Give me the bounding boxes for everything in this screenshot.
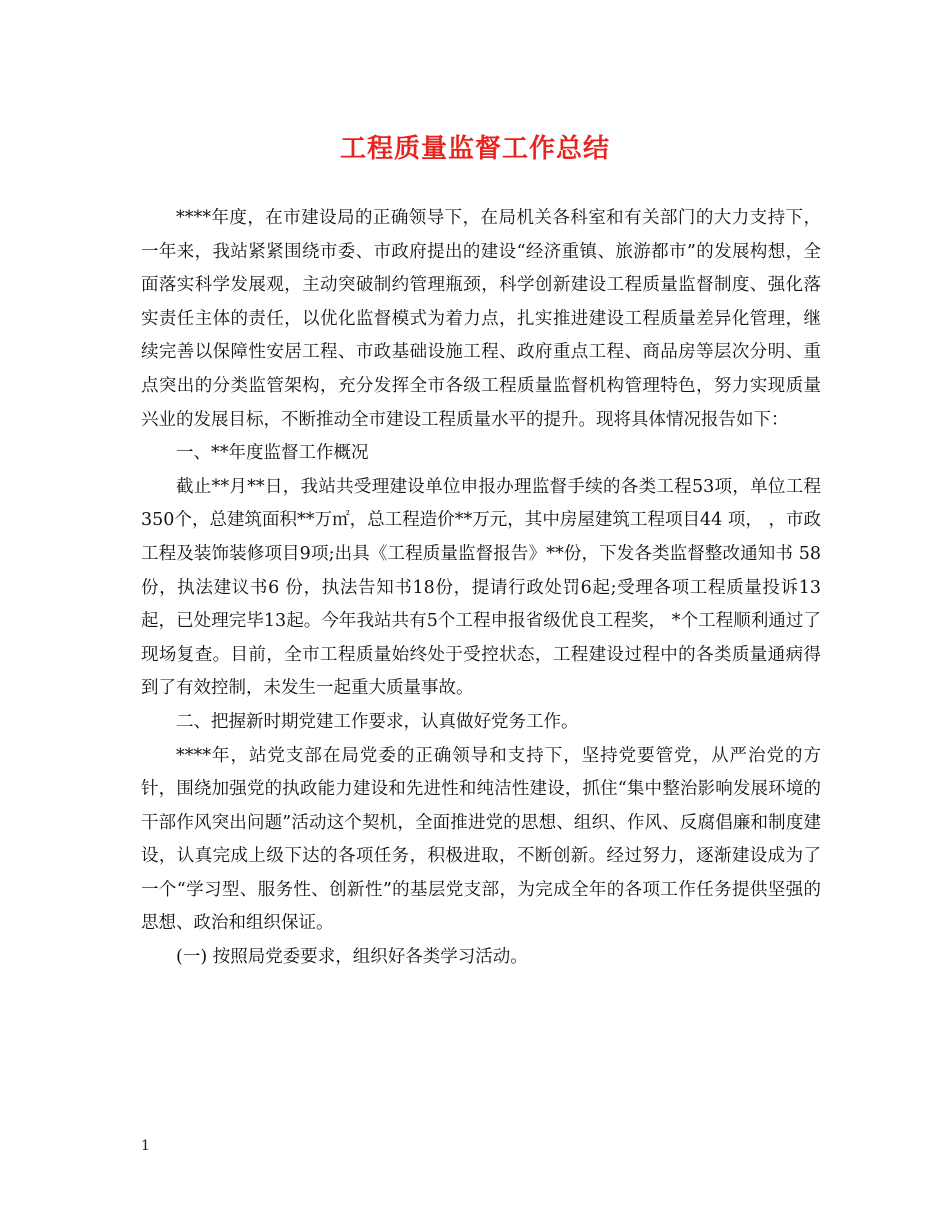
- paragraph-intro: ****年度，在市建设局的正确领导下，在局机关各科室和有关部门的大力支持下，一年来，我站紧紧围绕市委、市政府提出的建设“经济重镇、旅游都市”的发展构想，全面落实科学发展观，主动突破制约管理瓶颈，科学创新建设工程质量监督制度、强化落实责任主体的责任，以优化监督模式为着力点，扎实推进建设工程质量差异化管理，继续完善以保障性安居工程、市政基础设施工程、政府重点工程、商品房等层次分明、重点突出的分类监管架构，充分发挥全市各级工程质量监督机构管理特色，努力实现质量兴业的发展目标，不断推动全市建设工程质量水平的提升。现将具体情况报告如下：: [141, 208, 821, 430]
- section-heading-1: 一、**年度监督工作概况: [176, 443, 369, 464]
- paragraph-party-work: ****年，站党支部在局党委的正确领导和支持下，坚持党要管党，从严治党的方针，围绕加强党的执政能力建设和先进性和纯洁性建设，抓住“集中整治影响发展环境的干部作风突出问题”活动这个契机，全面推进党的思想、组织、作风、反腐倡廉和制度建设，认真完成上级下达的各项任务，积极进取，不断创新。经过努力，逐渐建设成为了一个“学习型、服务性、创新性”的基层党支部，为完成全年的各项工作任务提供坚强的思想、政治和组织保证。: [141, 745, 821, 934]
- subsection-heading-1: (一) 按照局党委要求，组织好各类学习活动。: [176, 947, 528, 968]
- document-body: [141, 202, 821, 975]
- section-heading-2: 二、把握新时期党建工作要求，认真做好党务工作。: [176, 711, 579, 732]
- document-title: 工程质量监督工作总结: [339, 134, 610, 164]
- paragraph-overview: 截止**月**日，我站共受理建设单位申报办理监督手续的各类工程53项，单位工程350个，总建筑面积**万㎡，总工程造价**万元，其中房屋建筑工程项目44 项， ，市政工程及装饰装修项目9项;出具《工程质量监督报告》**份，下发各类监督整改通知书 58份，执法建议书6 份，执法告知书18份，提请行政处罚6起;受理各项工程质量投诉13起，已处理完毕13起。今年我站共有5个工程申报省级优良工程奖， *个工程顺利通过了现场复查。目前，全市工程质量始终处于受控状态，工程建设过程中的各类质量通病得到了有效控制，未发生一起重大质量事故。: [141, 476, 821, 699]
- page-number: 1: [141, 1138, 150, 1154]
